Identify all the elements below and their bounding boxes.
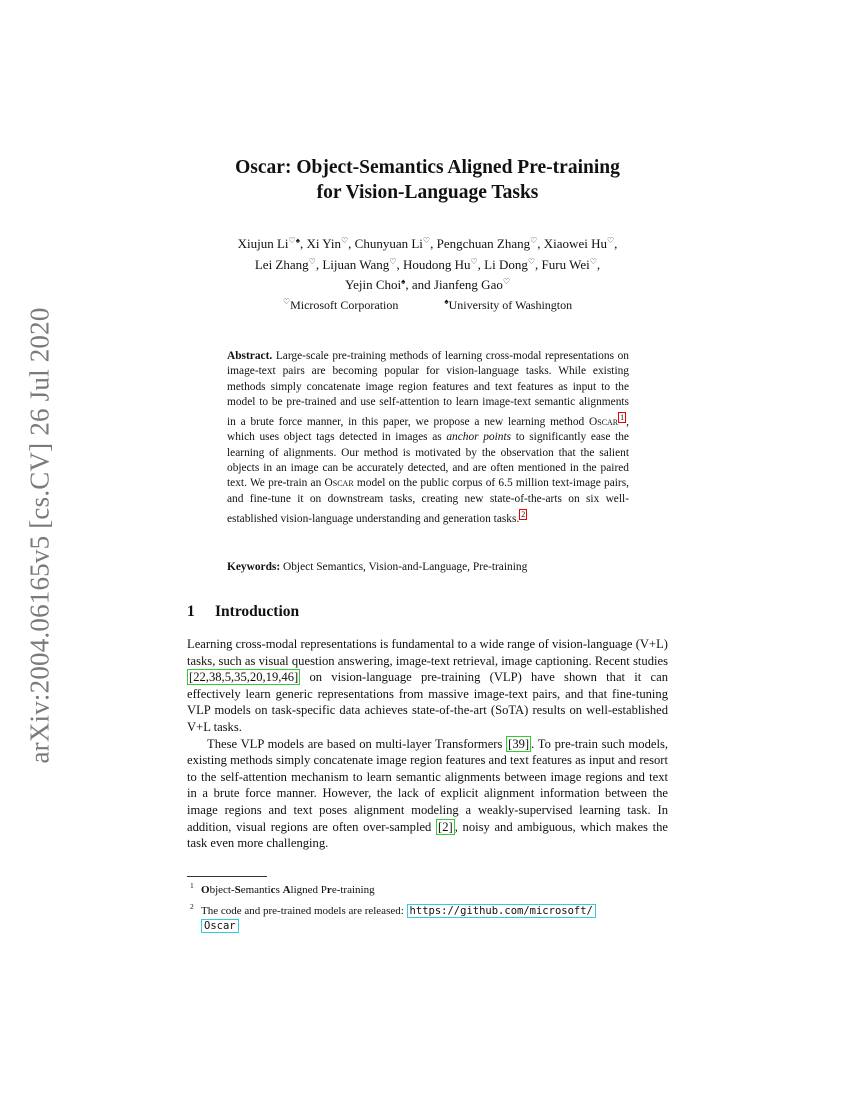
footnote-bold: c (270, 884, 276, 896)
paragraph-text: on vision-language pre-training (VLP) have shown that it can effectively learn generic representations from massive image-text pairs, and that fine-tuning VLP models on task-specific data achieves state-of-the-art (SoTA) results on well-established V+L tasks. (187, 670, 668, 734)
keywords-label: Keywords: (227, 561, 281, 573)
author-list (187, 232, 668, 294)
author-name: Chunyuan Li (354, 236, 423, 251)
affiliation-microsoft (283, 297, 399, 313)
author-separator: , (535, 256, 542, 272)
footnote-bold: r (326, 884, 332, 896)
footnote-1 (187, 878, 668, 899)
author-separator: , (430, 236, 437, 251)
citation-link[interactable]: 19 (265, 670, 279, 685)
author-name: Jianfeng Gao (433, 277, 503, 292)
paragraph-text: These VLP models are based on multi-layer Transformers (207, 736, 507, 751)
code-url-link[interactable]: https://github.com/microsoft/ (407, 904, 596, 918)
author-separator: , (477, 256, 485, 272)
title-line-1: Oscar: Object-Semantics Aligned Pre-training (235, 157, 620, 178)
author-name: Houdong Hu (402, 256, 471, 272)
footnote-number: 2 (190, 901, 194, 911)
footnote-text: bject- (209, 884, 235, 896)
author-name: Xiaowei Hu (543, 236, 607, 251)
footnote-text: The code and pre-trained models are released: (201, 904, 407, 917)
affiliation-name: University of Washington (448, 298, 573, 312)
section-number: 1 (187, 603, 195, 620)
author-affiliation-symbol: ♠ (401, 277, 406, 286)
intro-paragraph-2 (187, 736, 668, 852)
author-affiliation-symbol: ♡ (502, 277, 511, 286)
paper-title (187, 155, 668, 205)
code-url-link-continued[interactable]: Oscar (201, 919, 239, 933)
section-heading (187, 603, 668, 621)
author-name: Furu Wei (541, 256, 590, 272)
author-name: Xi Yin (306, 236, 341, 251)
keywords-text: Object Semantics, Vision-and-Language, Pre-training (283, 561, 528, 573)
abstract (227, 349, 629, 527)
paragraph-text: Learning cross-modal representations is fundamental to a wide range of vision-language (V+L) tasks, such as visual question answering, image-text retrieval, image captioning. Recent studies (187, 637, 668, 668)
footnote-bold: A (282, 884, 291, 896)
citation-group: [39] (508, 736, 530, 751)
author-affiliation-symbol: ♡ (308, 256, 316, 266)
citation-link[interactable]: 20 (249, 670, 263, 685)
author-affiliation-symbol: ♡ (470, 256, 478, 266)
author-separator: , (396, 256, 403, 272)
author-separator: , (596, 256, 601, 272)
author-affiliation-symbol: ♡ (530, 236, 538, 245)
footnote-text: s (275, 884, 283, 896)
abstract-text: to significantly ease the learning of alignments. Our method is motivated by the observation that the salient objects in an image can be accurately detected, and are often mentioned in the paired text. We pre-train an (227, 431, 629, 490)
arxiv-stamp-text: arXiv:2004.06165v5 [cs.CV] 26 Jul 2020 (24, 306, 55, 764)
author-line-3 (187, 273, 668, 294)
author-separator: , and (405, 277, 434, 292)
affiliation-symbol: ♠ (444, 297, 449, 306)
section-title: Introduction (215, 603, 300, 620)
affiliation-uw (444, 297, 572, 313)
footnote-number: 1 (190, 881, 194, 890)
author-affiliation-symbol: ♡ (527, 256, 536, 266)
author-name: Xiujun Li (237, 236, 289, 251)
footnote-text: e-training (331, 884, 375, 896)
keywords (227, 561, 629, 573)
author-line-1 (187, 232, 668, 253)
citation-link[interactable]: 46 (281, 670, 294, 685)
author-separator: , (315, 256, 323, 272)
intro-body (187, 636, 668, 852)
footnote-link-2[interactable]: 2 (521, 509, 526, 519)
author-affiliation-symbol: ♡ (422, 236, 431, 245)
footnote-link-1[interactable]: 1 (620, 413, 625, 423)
citation-link[interactable]: 38 (208, 670, 222, 685)
footnote-bold: O (201, 884, 210, 896)
author-affiliation-symbol: ♡ (389, 256, 397, 266)
abstract-text: model on the public corpus of 6.5 million text-image pairs, and fine-tune it on downstream tasks, creating new state-of-the-arts on six well-established vision-language understanding and generation tasks. (227, 477, 629, 525)
author-name: Lijuan Wang (322, 256, 390, 272)
citation-link[interactable]: 22 (193, 670, 206, 685)
abstract-label: Abstract. (227, 350, 273, 362)
footnote-2 (187, 899, 668, 935)
author-affiliation-symbol: ♡♠ (288, 236, 300, 245)
author-separator: , (537, 236, 544, 251)
author-affiliation-symbol: ♡ (606, 236, 615, 245)
affiliation-symbol: ♡ (282, 297, 291, 306)
abstract-text: Large-scale pre-training methods of learning cross-modal representations on image-text pairs are becoming popular for vision-language tasks. While existing methods simply concatenate image region features and text features as input to the model to be pre-trained and use self-attention to learn image-text semantic alignments in a brute force manner, in this paper, we propose a new learning method (227, 350, 629, 429)
author-separator: , (299, 236, 307, 251)
oscar-name: Oscar (589, 416, 619, 429)
citation-link[interactable]: 39 (512, 736, 525, 751)
author-affiliation-symbol: ♡ (341, 236, 349, 245)
author-separator: , (348, 236, 355, 251)
anchor-points-emphasis: anchor points (446, 431, 512, 444)
citation-group: [22,38,5,35,20,19,46] (189, 670, 299, 685)
author-line-2 (187, 253, 668, 274)
citation-group: [2] (438, 819, 453, 834)
citation-link[interactable]: 2 (442, 819, 449, 834)
citation-link[interactable]: 35 (234, 670, 247, 685)
author-affiliation-symbol: ♡ (589, 256, 597, 266)
author-name: Lei Zhang (254, 256, 309, 272)
footnote-divider (187, 876, 267, 877)
footnote-text: emanti (240, 884, 271, 896)
author-name: Pengchuan Zhang (436, 236, 531, 251)
intro-paragraph-1 (187, 636, 668, 736)
author-name: Yejin Choi (344, 277, 402, 292)
affiliations (187, 297, 668, 313)
footnotes (187, 878, 668, 935)
footnote-text: ligned P (290, 884, 327, 896)
arxiv-stamp (20, 300, 60, 770)
paragraph-text: . To pre-train such models, existing methods simply concatenate image region features and text features as input and resort to the self-attention mechanism to learn semantic alignments between image regions and text in a brute force manner. However, the lack of explicit alignment information between the image regions and text poses alignment modeling a weakly-supervised learning task. In addition, visual regions are often over-sampled (187, 736, 669, 834)
abstract-text: , which uses object tags detected in images as (227, 416, 629, 444)
author-separator: , (614, 236, 618, 251)
affiliation-name: Microsoft Corporation (290, 298, 399, 312)
title-line-2: for Vision-Language Tasks (316, 182, 539, 203)
oscar-name: Oscar (324, 477, 354, 490)
footnote-bold: S (234, 884, 241, 896)
paragraph-text: , noisy and ambiguous, which makes the task even more challenging. (187, 819, 668, 851)
citation-link[interactable]: 5 (224, 670, 231, 685)
author-name: Li Dong (484, 256, 528, 272)
